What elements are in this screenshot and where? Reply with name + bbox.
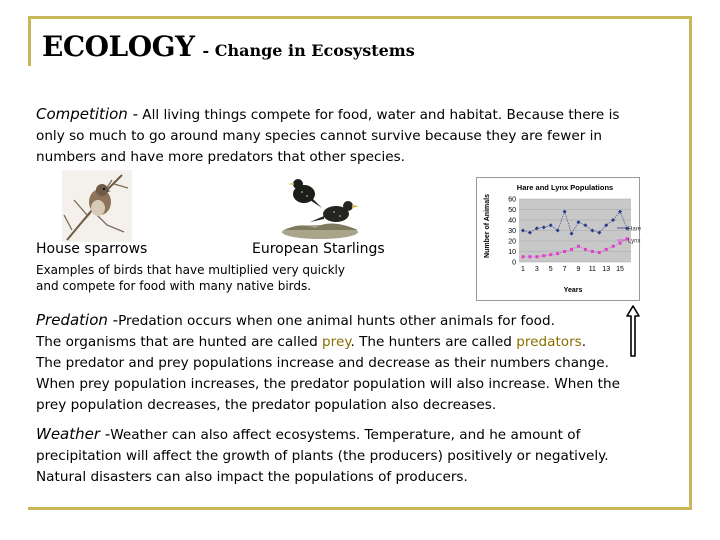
predation-line-3: The predator and prey populations increase and decrease as their numbers change.	[36, 355, 609, 371]
birds-note	[36, 262, 345, 294]
predation-text-2c: .	[581, 334, 587, 350]
chart-y-tick-label: 40	[508, 217, 516, 225]
weather-paragraph	[36, 424, 609, 488]
hare-lynx-chart-svg	[477, 178, 642, 300]
birds-note-line-2: and compete for food with many native birds.	[36, 279, 312, 293]
chart-y-tick-label: 0	[512, 259, 516, 267]
chart-legend-label: Hare	[628, 226, 642, 233]
chart-point-lynx	[522, 255, 525, 258]
chart-y-tick-label: 50	[508, 207, 516, 214]
european-starlings-caption: European Starlings	[252, 241, 385, 257]
predators-term: predators	[516, 334, 582, 350]
chart-point-lynx	[577, 245, 580, 248]
predation-text-2a: The organisms that are hunted are called	[36, 334, 323, 350]
predation-text-1: Predation occurs when one animal hunts other animals for food.	[118, 313, 555, 329]
competition-line-2: only so much to go around many species cannot survive because they are fewer in	[36, 128, 602, 144]
chart-x-tick-label: 5	[548, 266, 553, 273]
chart-x-tick-label: 7	[562, 266, 567, 273]
frame-bottom-border	[28, 507, 692, 510]
up-arrow-icon	[626, 304, 640, 358]
predation-text-2b: . The hunters are called	[350, 334, 517, 350]
weather-line-3: Natural disasters can also impact the populations of producers.	[36, 469, 468, 485]
chart-y-tick-label: 60	[508, 196, 516, 204]
chart-x-tick-label: 15	[616, 266, 624, 273]
chart-point-lynx	[584, 248, 587, 251]
chart-point-lynx	[556, 252, 559, 255]
slide-title	[42, 30, 415, 63]
chart-x-tick-label: 3	[534, 266, 539, 273]
house-sparrow-photo	[62, 170, 132, 242]
predation-lead: Predation -	[36, 311, 119, 329]
weather-line-1	[36, 424, 609, 446]
frame-top-border	[28, 16, 692, 19]
chart-point-lynx	[591, 250, 594, 253]
house-sparrows-caption: House sparrows	[36, 241, 148, 257]
weather-text-1: Weather can also affect ecosystems. Temperature, and he amount of	[110, 427, 581, 443]
frame-left-border	[28, 16, 31, 66]
chart-y-tick-label: 10	[508, 249, 516, 256]
predation-line-2	[36, 332, 620, 353]
chart-point-lynx	[535, 255, 538, 258]
title-subtitle: - Change in Ecosystems	[202, 41, 415, 60]
chart-x-tick-label: 13	[602, 266, 611, 273]
birds-note-line-1: Examples of birds that have multiplied very quickly	[36, 263, 345, 277]
chart-point-lynx	[563, 250, 566, 253]
chart-x-tick-label: 1	[521, 266, 525, 273]
predation-line-4: When prey population increases, the predator population will also increase. When the	[36, 376, 620, 392]
chart-point-lynx	[605, 248, 608, 251]
chart-title: Hare and Lynx Populations	[516, 183, 614, 192]
chart-point-lynx	[570, 248, 573, 251]
weather-lead: Weather -	[36, 425, 111, 443]
chart-y-axis-label: Number of Animals	[484, 194, 491, 258]
competition-line-1	[36, 104, 619, 126]
chart-point-lynx	[619, 242, 622, 245]
title-main: ECOLOGY	[42, 30, 195, 63]
chart-point-lynx	[542, 254, 545, 257]
chart-point-lynx	[528, 255, 531, 258]
chart-x-axis-label: Years	[563, 287, 583, 294]
competition-text-1: All living things compete for food, water and habitat. Because there is	[137, 107, 620, 123]
predation-paragraph	[36, 310, 620, 416]
european-starlings-photo	[280, 172, 362, 240]
frame-right-border	[689, 16, 692, 510]
chart-point-lynx	[612, 245, 615, 248]
predation-line-1	[36, 310, 620, 332]
chart-y-tick-label: 30	[508, 228, 516, 235]
competition-lead: Competition -	[36, 105, 138, 123]
competition-paragraph	[36, 104, 619, 168]
chart-x-tick-label: 9	[576, 266, 581, 273]
prey-term: prey	[322, 334, 351, 350]
weather-line-2: precipitation will affect the growth of plants (the producers) positively or negatively.	[36, 448, 609, 464]
chart-point-lynx	[549, 253, 552, 256]
chart-point-lynx	[598, 251, 601, 254]
chart-legend-label: Lynx	[628, 238, 641, 245]
predation-line-5: prey population decreases, the predator population also decreases.	[36, 397, 497, 413]
chart-x-tick-label: 11	[588, 266, 596, 273]
chart-y-tick-label: 20	[508, 238, 516, 246]
competition-line-3: numbers and have more predators that other species.	[36, 149, 405, 165]
hare-lynx-chart	[476, 177, 640, 301]
